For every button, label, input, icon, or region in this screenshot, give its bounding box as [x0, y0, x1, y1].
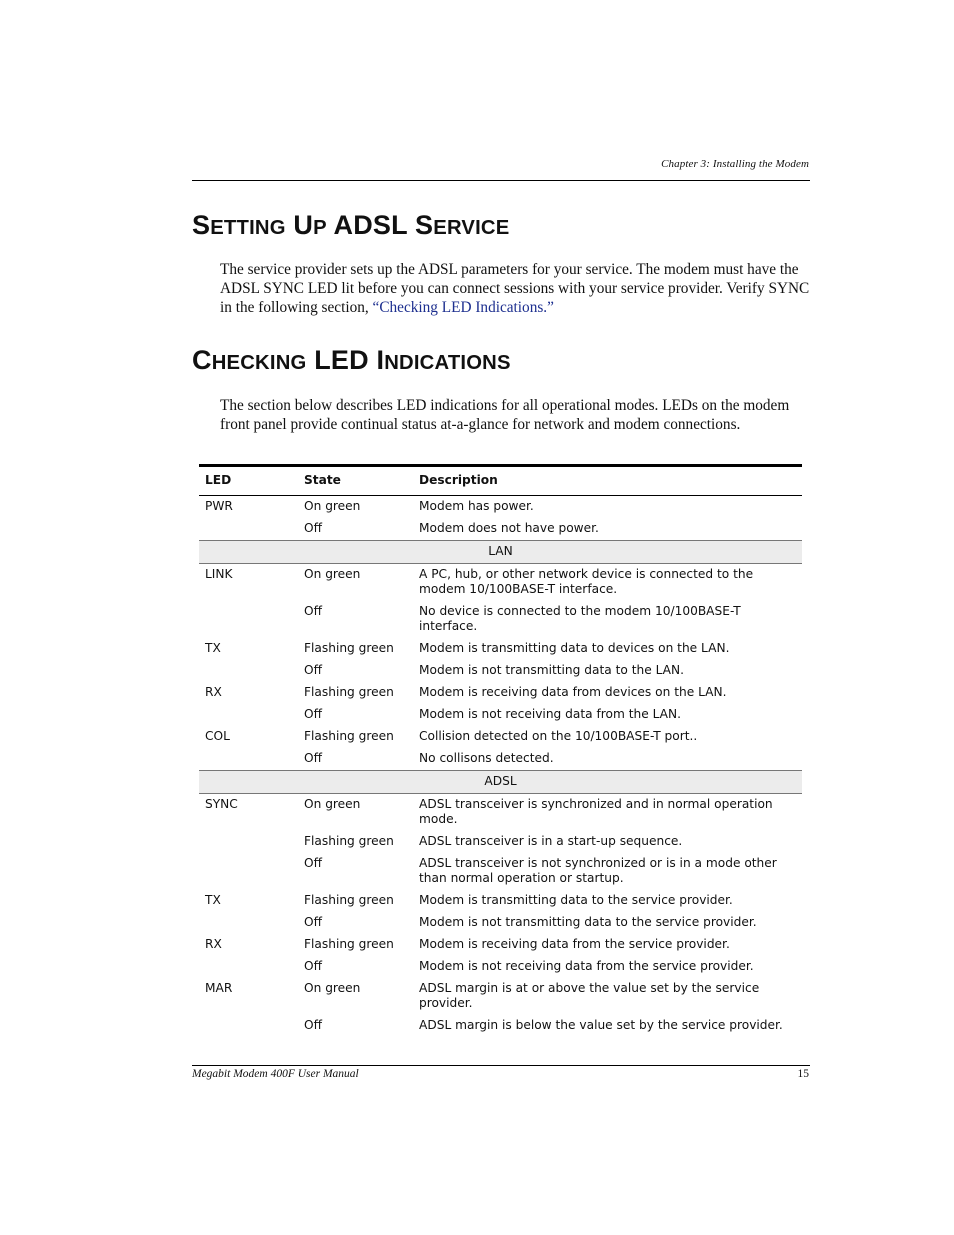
- table-row: [199, 890, 802, 912]
- led-cell: RX: [205, 937, 222, 951]
- table-row: [199, 912, 802, 934]
- led-cell: PWR: [205, 499, 233, 513]
- description-cell: Modem is transmitting data to devices on the LAN.: [419, 641, 730, 655]
- title-cap: C: [192, 345, 212, 375]
- title-small-caps: HECKING: [211, 352, 307, 374]
- description-cell: A PC, hub, or other network device is connected to the modem 10/100BASE-T interface.: [419, 567, 754, 596]
- group-label-adsl: ADSL: [199, 771, 802, 794]
- state-cell: Flashing green: [304, 893, 394, 907]
- section1-paragraph: [220, 260, 810, 317]
- led-cell: RX: [205, 685, 222, 699]
- led-cell: MAR: [205, 981, 233, 995]
- page-number: 15: [797, 1068, 809, 1080]
- state-cell: Off: [304, 1018, 322, 1032]
- header-description: Description: [413, 466, 802, 496]
- state-cell: Off: [304, 959, 322, 973]
- section2-paragraph: The section below describes LED indications for all operational modes. LEDs on the modem front panel provide continual status at-a-glance for network and modem connections.: [220, 397, 790, 433]
- table-row: [199, 518, 802, 541]
- table-row: [199, 660, 802, 682]
- state-cell: On green: [304, 567, 361, 581]
- led-cell: SYNC: [205, 797, 238, 811]
- state-cell: Off: [304, 663, 322, 677]
- table-row: [199, 978, 802, 1015]
- title-word: ADSL: [333, 210, 408, 240]
- description-cell: Modem is not transmitting data to the service provider.: [419, 915, 757, 929]
- description-cell: No device is connected to the modem 10/100BASE-T interface.: [419, 604, 741, 633]
- led-cell: [199, 660, 298, 682]
- state-cell: Flashing green: [304, 685, 394, 699]
- table-row: [199, 934, 802, 956]
- state-cell: On green: [304, 797, 361, 811]
- table-row: [199, 794, 802, 832]
- table-row: [199, 564, 802, 602]
- state-cell: Off: [304, 751, 322, 765]
- state-cell: Off: [304, 856, 322, 870]
- description-cell: ADSL margin is at or above the value set by the service provider.: [419, 981, 760, 1010]
- state-cell: Off: [304, 915, 322, 929]
- title-small-caps: ETTING: [210, 217, 286, 239]
- led-cell: COL: [205, 729, 230, 743]
- section-title-checking-led-indications: [192, 345, 511, 376]
- state-cell: Flashing green: [304, 729, 394, 743]
- led-cell: TX: [205, 641, 221, 655]
- description-cell: Modem does not have power.: [419, 521, 599, 535]
- description-cell: Modem is not receiving data from the service provider.: [419, 959, 754, 973]
- led-cell: [199, 601, 298, 638]
- table-row: [199, 496, 802, 519]
- state-cell: Flashing green: [304, 641, 394, 655]
- description-cell: Modem has power.: [419, 499, 534, 513]
- footer-manual-title: Megabit Modem 400F User Manual: [192, 1068, 359, 1080]
- title-cap: S: [415, 210, 434, 240]
- table-row: [199, 956, 802, 978]
- table-row: [199, 748, 802, 771]
- description-cell: Modem is transmitting data to the service provider.: [419, 893, 733, 907]
- state-cell: Off: [304, 604, 322, 618]
- footer-rule: [192, 1065, 810, 1066]
- led-cell: TX: [205, 893, 221, 907]
- state-cell: Off: [304, 707, 322, 721]
- led-indications-table: [199, 464, 802, 1039]
- running-head: Chapter 3: Installing the Modem: [661, 158, 809, 170]
- title-word: LED: [314, 345, 369, 375]
- table-row: [199, 853, 802, 890]
- description-cell: ADSL transceiver is synchronized and in normal operation mode.: [419, 797, 773, 826]
- state-cell: Off: [304, 521, 322, 535]
- title-cap: S: [192, 210, 211, 240]
- led-cell: [199, 956, 298, 978]
- table-row: [199, 726, 802, 748]
- title-small-caps: NDICATIONS: [384, 352, 511, 374]
- led-cell: [199, 704, 298, 726]
- description-cell: ADSL transceiver is in a start-up sequence.: [419, 834, 683, 848]
- state-cell: Flashing green: [304, 834, 394, 848]
- led-cell: [199, 912, 298, 934]
- state-cell: On green: [304, 981, 361, 995]
- description-cell: ADSL transceiver is not synchronized or is in a mode other than normal operation or startup.: [419, 856, 777, 885]
- description-cell: Modem is receiving data from devices on the LAN.: [419, 685, 727, 699]
- table-row: [199, 682, 802, 704]
- section-title-setting-up-adsl-service: [192, 210, 509, 241]
- group-row-adsl: [199, 771, 802, 794]
- table-row: [199, 704, 802, 726]
- header-rule: [192, 180, 810, 181]
- group-row-lan: [199, 541, 802, 564]
- header-state: State: [298, 466, 413, 496]
- group-label-lan: LAN: [199, 541, 802, 564]
- led-cell: [199, 518, 298, 541]
- description-cell: Collision detected on the 10/100BASE-T port..: [419, 729, 698, 743]
- description-cell: Modem is not receiving data from the LAN.: [419, 707, 681, 721]
- led-cell: [199, 1015, 298, 1039]
- description-cell: No collisons detected.: [419, 751, 554, 765]
- description-cell: Modem is not transmitting data to the LAN.: [419, 663, 684, 677]
- table-row: [199, 1015, 802, 1039]
- led-cell: LINK: [205, 567, 233, 581]
- title-cap: U: [293, 210, 314, 240]
- header-led: LED: [199, 466, 298, 496]
- title-cap: I: [376, 345, 385, 375]
- checking-led-indications-link[interactable]: “Checking LED Indications.”: [372, 299, 554, 316]
- led-cell: [199, 831, 298, 853]
- table-row: [199, 601, 802, 638]
- table-row: [199, 831, 802, 853]
- led-cell: [199, 748, 298, 771]
- description-cell: Modem is receiving data from the service provider.: [419, 937, 730, 951]
- table-row: [199, 638, 802, 660]
- state-cell: Flashing green: [304, 937, 394, 951]
- paragraph-text: The service provider sets up the ADSL parameters for your service. The modem must have the ADSL SYNC LED lit before you can connect sessions with your service provider. Verify SYNC in the following section,: [220, 261, 810, 316]
- title-small-caps: P: [313, 217, 327, 239]
- description-cell: ADSL margin is below the value set by the service provider.: [419, 1018, 783, 1032]
- state-cell: On green: [304, 499, 361, 513]
- table-header-row: [199, 466, 802, 496]
- led-cell: [199, 853, 298, 890]
- title-small-caps: ERVICE: [433, 217, 510, 239]
